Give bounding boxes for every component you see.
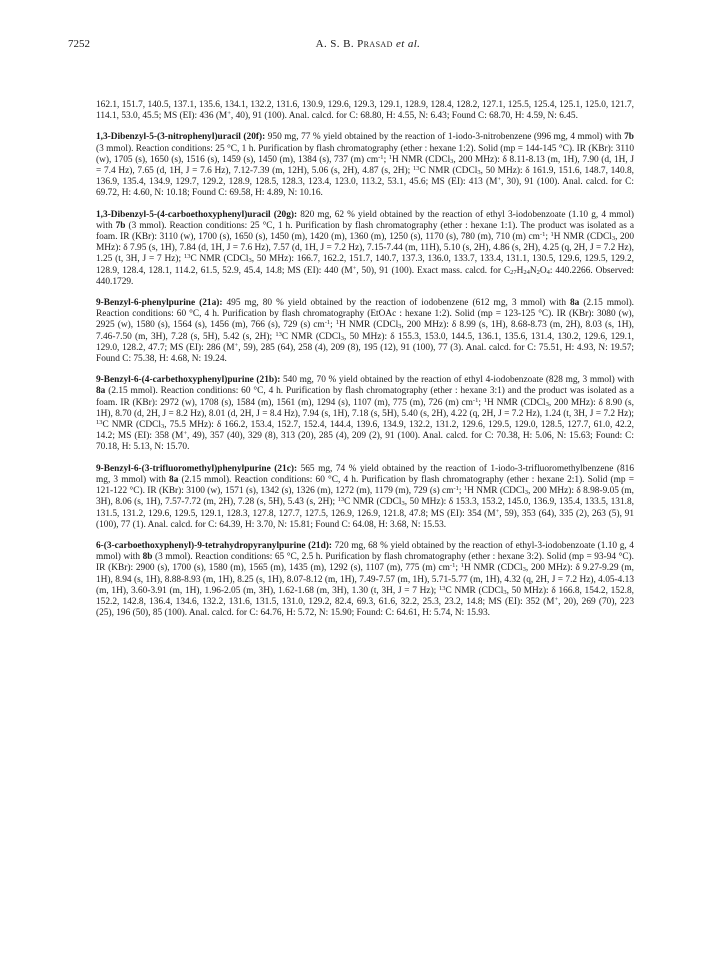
text-run: (2.15 mmol). Reaction conditions: 60 °C, 4 h. Purification by flash chromatography (ether : hexane 3:1) and the product was isolated as a foam. IR (KBr): 2972 (w), 1708 (s), 1584 (m), 1561 (m), 1294 (s), 1107 (m), 775 (m), 726 (m) cm <box>96 386 634 408</box>
text-run: + <box>497 176 502 184</box>
text-run: ; <box>478 397 484 408</box>
text-run: 8a <box>96 386 106 397</box>
text-run: (3 mmol). Reaction conditions: 25 °C, 1 h. Purification by flash chromatography (ether : hexane 1:2). Solid (mp = 144-145 °C). IR (KBr): 3110 (w), 1705 (s), 1650 (s), 1516 (s), 1459 (s), 1450 (m), 1384 (s), 737 (m) cm <box>96 143 634 165</box>
text-run: 162.1, 151.7, 140.5, 137.1, 135.6, 134.1, 132.2, 131.6, 130.9, 129.6, 129.3, 129.1, 128.9, 128.4, 128.2, 127.1, 125.5, 125.4, 125.1, 125.0, 121.7, 114.1, 53.0, 45.5; MS (EI): 436 (M <box>96 100 634 122</box>
compound-title: 1,3-Dibenzyl-5-(3-nitrophenyl)uracil (20f): <box>96 132 266 143</box>
text-run: ; <box>545 232 551 243</box>
text-run: 1 <box>483 396 488 404</box>
text-run: 3 <box>524 489 529 497</box>
text-run: , 200 MHz): δ 8.90 (s, 1H), 8.70 (d, 2H, J = 8.2 Hz), 8.01 (d, 2H, J = 8.4 Hz), 7.94 (s, 1H), 7.18 (s, 5H), 5.40 (s, 2H), 4.22 (q, 2H, J = 7.2 Hz), 1.24 (t, 3H, J = 7.2 Hz); <box>96 397 634 419</box>
running-title <box>68 38 668 50</box>
text-run: , 50 MHz): δ 155.3, 153.0, 144.5, 136.1, 135.6, 131.4, 130.2, 129.6, 129.1, 129.0, 128.2, 47.7; MS (EI): 286 (M <box>96 331 634 353</box>
text-run: (2.15 mmol). Reaction conditions: 60 °C, 4 h. Purification by flash chromatography (EtOAc : hexane 1:2). Solid (mp = 123-125 °C). IR (KBr): 3080 (w), 2925 (w), 1580 (s), 1564 (s), 1456 (m), 766 (s), 729 (s) cm <box>96 298 635 331</box>
compound-title: 6-(3-carboethoxyphenyl)-9-tetrahydropyranylpurine (21d): <box>96 540 333 551</box>
running-title-et-al: et al. <box>395 38 421 50</box>
text-run: O <box>539 265 547 276</box>
compound-paragraph <box>96 464 634 531</box>
text-run: C NMR (CDCl <box>419 166 478 177</box>
text-run: C NMR (CDCl <box>102 420 161 431</box>
text-run: 7b <box>624 132 634 143</box>
text-run: + <box>495 507 500 515</box>
text-run: 3 <box>248 257 252 265</box>
text-run: 1 <box>550 231 554 239</box>
text-run: , 59), 285 (64), 258 (4), 209 (8), 195 (12), 91 (100), 77 (3). Anal. calcd. for C: 75.51, H: 4.93, N: 19.57; Found C: 75.38, H: 4.68, N: 19.24. <box>96 342 635 365</box>
compound-paragraph <box>96 375 634 453</box>
text-run: 8b <box>142 552 153 563</box>
text-run: 3 <box>503 588 507 596</box>
text-run: H NMR (CDCl <box>392 154 451 165</box>
compound-paragraph <box>96 210 634 288</box>
text-run: -1 <box>453 485 459 493</box>
compound-paragraph <box>96 541 634 619</box>
text-run: , 200 MHz): δ 8.98-9.05 (m, 3H), 8.06 (s, 1H), 7.57-7.72 (m, 2H), 7.28 (s, 5H), 5.43 (s, 2H); <box>96 486 634 508</box>
text-run: 13 <box>412 165 420 173</box>
text-run: 820 mg, 62 % yield obtained by the reaction of ethyl 3-iodobenzoate (1.10 g, 4 mmol) with <box>96 209 635 231</box>
text-run: , 50), 91 (100). Exact mass. calcd. for C <box>356 265 511 276</box>
text-run: C NMR (CDCl <box>344 497 402 508</box>
text-run: , 30), 91 (100). Anal. calcd. for C: 69.72, H: 4.60, N: 10.18; Found C: 69.58, H: 4.89, N: 10.16. <box>96 177 634 199</box>
running-title-surname: Prasad <box>357 38 393 50</box>
text-run: 13 <box>337 496 345 504</box>
compound-title: 9-Benzyl-6-(4-carbethoxyphenyl)purine (21b): <box>96 375 281 386</box>
text-run: 3 <box>522 566 526 574</box>
text-run: + <box>183 430 188 438</box>
text-run: , 200 MHz): δ 8.11-8.13 (m, 1H), 7.90 (d, 1H, J = 7.4 Hz), 7.65 (d, 1H, J = 7.6 Hz), 7.12-7.39 (m, 12H), 5.06 (s, 2H), 4.87 (s, 2H); <box>96 154 634 177</box>
text-run: 8a <box>569 298 580 309</box>
text-run: 950 mg, 77 % yield obtained by the reaction of 1-iodo-3-nitrobenzene (996 mg, 4 mmol) with <box>265 132 625 143</box>
text-run: 3 <box>545 400 549 408</box>
text-run: , 75.5 MHz): δ 166.2, 153.4, 152.7, 152.4, 144.4, 139.6, 134.9, 132.2, 131.2, 129.6, 129.5, 129.0, 128.5, 127.7, 61.0, 42.2, 14.2; MS (EI): 358 (M <box>96 420 634 442</box>
text-run: 720 mg, 68 % yield obtained by the reaction of ethyl-3-iodobenzoate (1.10 g, 4 mmol) with <box>96 540 634 563</box>
text-run: 3 <box>611 235 616 243</box>
compound-paragraph <box>96 132 634 199</box>
text-run: -1 <box>449 562 456 570</box>
text-run: ; <box>458 486 464 497</box>
text-run: C NMR (CDCl <box>190 254 249 265</box>
text-run: H NMR (CDCl <box>487 397 546 408</box>
text-run: (3 mmol). Reaction conditions: 25 °C, 1 h. Purification by flash chromatography (ether : hexane 1:1). The product was isolated as a foam. IR (KBr): 3110 (w), 1700 (s), 1650 (s), 1450 (m), 1420 (m), 1360 (m), 1250 (s), 1170 (s), 780 (m), 710 (m) cm <box>96 220 634 243</box>
text-run: 540 mg, 70 % yield obtained by the reaction of ethyl 4-iodobenzoate (828 mg, 3 mmol) with <box>280 375 634 386</box>
text-run: 3 <box>398 323 402 331</box>
text-run: 3 <box>477 169 481 177</box>
text-run: + <box>554 595 559 603</box>
text-run: , 50 MHz): δ 161.9, 151.6, 148.7, 140.8, 136.9, 135.4, 134.9, 129.7, 129.2, 128.9, 128.5, 128.3, 123.4, 123.0, 113.2, 53.1, 45.6; MS (EI): 413 (M <box>96 166 634 188</box>
text-run: + <box>352 264 357 272</box>
text-run: 1 <box>460 562 464 570</box>
text-run: 495 mg, 80 % yield obtained by the reaction of iodobenzene (612 mg, 3 mmol) with <box>222 298 570 309</box>
text-run: , 20), 269 (70), 223 (25), 196 (50), 85 (100). Anal. calcd. for C: 64.76, H: 5.72, N: 15.90; Found: C: 64.61, H: 5.74, N: 15.93. <box>96 596 634 619</box>
running-title-authors: A. S. B. <box>315 38 358 50</box>
text-run: , 200 MHz): δ 8.99 (s, 1H), 8.68-8.73 (m, 2H), 8.03 (s, 1H), 7.46-7.50 (m, 3H), 7.28 (s, 5H), 5.42 (s, 2H); <box>96 320 635 342</box>
text-run: H NMR (CDCl <box>464 563 523 574</box>
text-run: 3 <box>160 423 165 431</box>
text-run: H NMR (CDCl <box>467 486 525 497</box>
compound-paragraph <box>96 298 634 365</box>
text-run: + <box>234 341 239 349</box>
text-run: ; <box>455 563 461 574</box>
text-run: 1 <box>463 485 468 493</box>
text-run: , 59), 353 (64), 335 (2), 263 (5), 91 (100), 77 (1). Anal. calcd. for C: 64.39, H: 3.70, N: 15.81; Found C: 64.08, H: 3.68, N: 15.53. <box>96 508 634 530</box>
text-run: 1 <box>335 319 340 327</box>
experimental-text <box>96 100 634 629</box>
text-run: N <box>529 265 537 276</box>
text-run: ; <box>330 320 336 331</box>
compound-title: 1,3-Dibenzyl-5-(4-carboethoxyphenyl)uracil (20g): <box>96 209 298 220</box>
compound-title: 9-Benzyl-6-phenylpurine (21a): <box>96 298 223 309</box>
compound-paragraph <box>96 100 634 122</box>
text-run: 27 <box>510 268 517 276</box>
text-run: 13 <box>183 253 191 261</box>
text-run: H NMR (CDCl <box>339 320 399 331</box>
text-run: -1 <box>539 231 546 239</box>
text-run: , 200 MHz): δ 7.95 (s, 1H), 7.84 (d, 1H, J = 7.6 Hz), 7.57 (d, 1H, J = 7.2 Hz), 7.15-7.44 (m, 11H), 5.10 (s, 2H), 4.86 (s, 2H), 4.25 (q, 2H, J = 7.2 Hz), 1.25 (t, 3H, J = 7 Hz); <box>96 232 635 265</box>
text-run: + <box>227 110 231 118</box>
text-run: : 440.2266. Observed: 440.1729. <box>96 265 635 287</box>
text-run: , 50 MHz): 166.7, 162.2, 151.7, 140.7, 137.3, 136.0, 133.7, 133.4, 131.1, 130.5, 129.6, 129.5, 129.2, 128.9, 128.4, 128.1, 114.2, 61.5, 52.9, 45.4, 14.8; MS (EI): 440 (M <box>96 254 634 276</box>
text-run: H <box>516 265 524 276</box>
text-run: ; <box>383 154 389 165</box>
text-run: , 50 MHz): δ 166.8, 154.2, 152.8, 152.2, 142.8, 136.4, 134.6, 132.2, 131.6, 131.5, 131.0, 129.2, 82.4, 69.3, 61.6, 32.2, 25.3, 23.2, 14.8; MS (EI): 352 (M <box>96 585 634 607</box>
text-run: H NMR (CDCl <box>553 232 612 243</box>
compound-title: 9-Benzyl-6-(3-trifluoromethyl)phenylpurine (21c): <box>96 463 298 474</box>
text-run: 3 <box>401 500 405 508</box>
text-run: C NMR (CDCl <box>445 585 504 596</box>
text-run: 7b <box>115 220 126 231</box>
text-run: (3 mmol). Reaction conditions: 65 °C, 2.5 h. Purification by flash chromatography (ether : hexane 3:2). Solid (mp = 93-94 °C). IR (KBr): 2900 (s), 1700 (s), 1580 (m), 1565 (m), 1435 (m), 1292 (s), 1107 (m), 775 (m) cm <box>96 552 634 574</box>
text-run: , 200 MHz): δ 9.27-9.29 (m, 1H), 8.94 (s, 1H), 8.88-8.93 (m, 1H), 8.25 (s, 1H), 8.07-8.12 (m, 1H), 7.49-7.57 (m, 1H), 5.71-5.77 (m, 1H), 4.32 (q, 2H, J = 7.2 Hz), 4.05-4.13 (m, 1H), 3.60-3.91 (m, 1H), 1.96-2.05 (m, 3H), 1.62-1.68 (m, 3H), 1.30 (t, 3H, J = 7 Hz); <box>96 563 635 596</box>
text-run: -1 <box>378 153 384 161</box>
page-number: 7252 <box>68 38 90 50</box>
text-run: C NMR (CDCl <box>281 331 341 342</box>
text-run: , 50 MHz): δ 153.3, 153.2, 145.0, 136.9, 135.4, 133.5, 131.8, 131.5, 131.2, 129.6, 129.5, 129.1, 128.3, 127.8, 127.7, 127.5, 126.9, 126.9, 121.8, 47.8; MS (EI): 354 (M <box>96 497 634 519</box>
text-run: 565 mg, 74 % yield obtained by the reaction of 1-iodo-3-trifluoromethylbenzene (816 mg, 3 mmol) with <box>96 463 634 485</box>
text-run: 1 <box>388 153 393 161</box>
text-run: 24 <box>523 268 530 276</box>
text-run: 3 <box>450 157 454 165</box>
text-run: 2 <box>536 268 540 276</box>
text-run: -1 <box>472 396 479 404</box>
text-run: (2.15 mmol). Reaction conditions: 60 °C, 4 h. Purification by flash chromatography (ether : hexane 2:1). Solid (mp = 121-122 °C). IR (KBr): 3100 (w), 1571 (s), 1342 (s), 1326 (m), 1272 (m), 1179 (m), 729 (s) cm <box>96 474 634 497</box>
text-run: -1 <box>324 319 331 327</box>
page-header <box>68 38 668 54</box>
text-run: , 40), 91 (100). Anal. calcd. for C: 68.80, H: 4.55, N: 6.43; Found C: 68.70, H: 4.59, N: 6.45. <box>230 111 578 122</box>
text-run: 4 <box>546 268 550 276</box>
text-run: 13 <box>439 584 446 592</box>
text-run: 13 <box>96 419 103 427</box>
text-run: 3 <box>340 334 344 342</box>
text-run: , 49), 357 (40), 329 (8), 313 (20), 285 (4), 209 (2), 91 (100). Anal. calcd. for C: 70.38, H: 5.06, N: 15.63; Found: C: 70.18, H: 5.13, N: 15.70. <box>96 431 634 453</box>
text-run: 8a <box>169 474 179 485</box>
text-run: 13 <box>275 330 282 338</box>
